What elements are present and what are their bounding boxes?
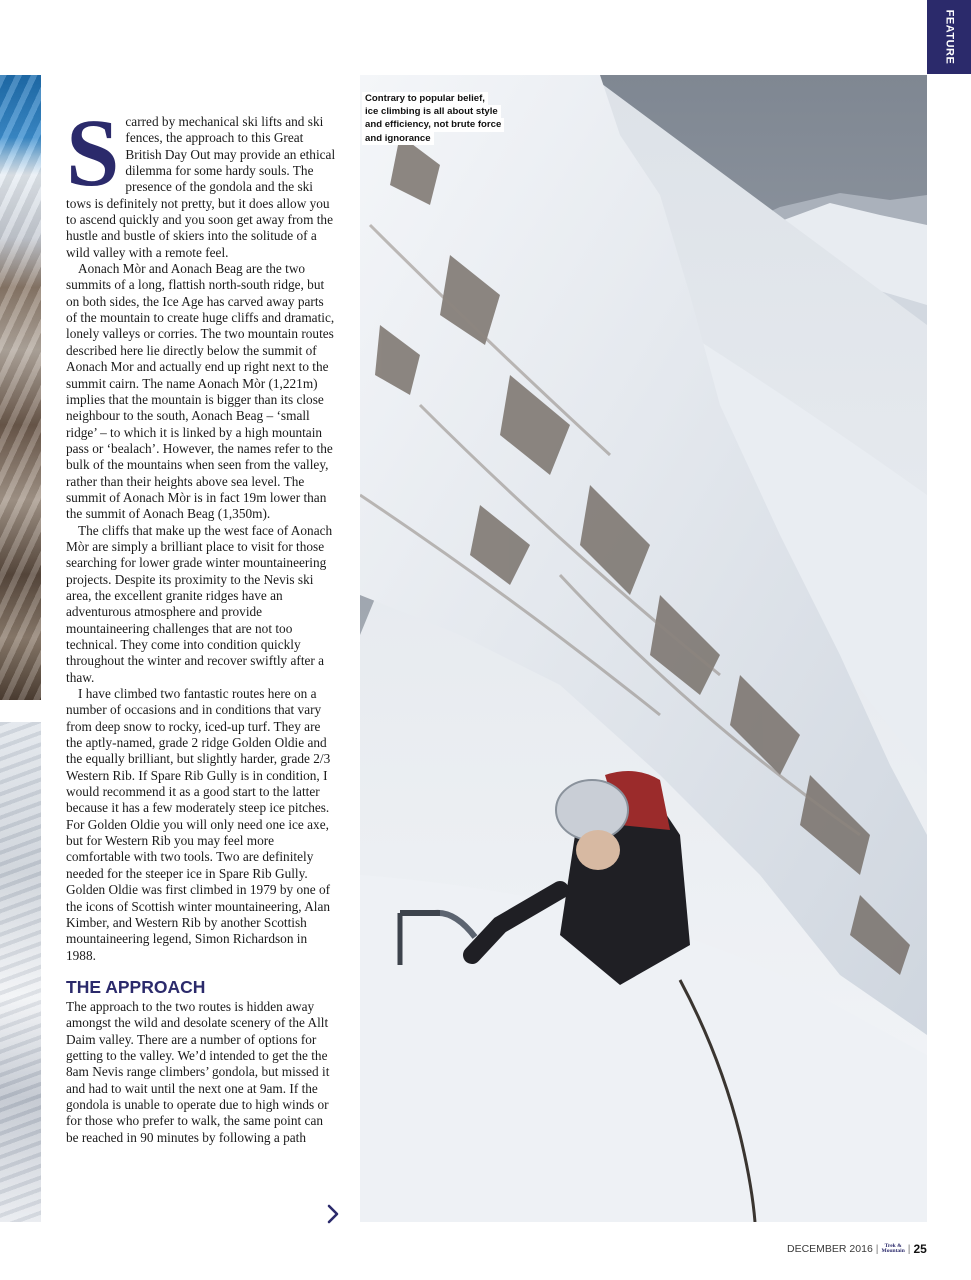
caption-line: ice climbing is all about style — [362, 105, 501, 118]
photo-illustration — [360, 75, 927, 1222]
photo-caption — [362, 92, 504, 145]
caption-line: and ignorance — [362, 132, 434, 145]
feature-tab-label: FEATURE — [943, 9, 956, 65]
magazine-logo: Trek & Mountain — [881, 1242, 905, 1254]
article-paragraph-approach: The approach to the two routes is hidden away amongst the wild and desolate scenery of the Allt Daim valley. There are a number of options for getting to the valley. We’d intended to get the the 8am Nevis range climbers’ gondola, but missed it and had to wait until the next one at 9am. If the gondola is unable to operate due to high winds or for those who prefer to walk, the same point can be reached in 90 minutes by following a path — [66, 998, 330, 1145]
continue-arrow-icon — [326, 1203, 340, 1225]
caption-line: Contrary to popular belief, — [362, 92, 488, 105]
page-footer — [787, 1242, 927, 1256]
drop-cap: S — [66, 99, 120, 206]
article-paragraph-3: The cliffs that make up the west face of Aonach Mòr are simply a brilliant place to visit for those searching for lower grade winter mountaineering projects. Despite its proximity to the Nevis ski area, the excellent granite ridges have an adventurous atmosphere and provide mountaineering challenges that are not too technical. They come into condition quickly throughout the winter and recover swiftly after a thaw. — [66, 522, 333, 685]
caption-line: and efficiency, not brute force — [362, 118, 504, 131]
article-paragraph-1: Scarred by mechanical ski lifts and ski fences, the approach to this Great British Day Out may provide an ethical dilemma for some hardy souls. The presence of the gondola and the ski tows is definitely not pretty, but it does allow you to ascend quickly and you soon get away from the hustle and bustle of skiers into the solitude of a wild valley with a remote feel. — [66, 99, 336, 260]
ice-climber-photo — [360, 75, 927, 1222]
page-number: 25 — [913, 1242, 927, 1256]
article-paragraph-4: I have climbed two fantastic routes here on a number of occasions and in conditions that vary from deep snow to rocky, iced-up turf. They are the aptly-named, grade 2 ridge Golden Oldie and the equally brilliant, but slightly harder, grade 2/3 Western Rib. If Spare Rib Gully is in condition, I would recommend it as a good start to the latter because it has a few moderately steep ice pitches. For Golden Oldie you will only need one ice axe, but for Western Rib you may feel more comfortable with two tools. Two are definitely needed for the steeper ice in Spare Rib Gully. Golden Oldie was first climbed in 1979 by one of the icons of Scottish winter mountaineering, Alan Kimber, and Western Rib by another Scottish mountaineering legend, Simon Richardson in 1988. — [66, 686, 331, 963]
left-edge-photo-bottom — [0, 722, 41, 1222]
feature-section-tab — [927, 0, 971, 74]
left-edge-photo-top — [0, 75, 41, 700]
article-body — [66, 99, 338, 1146]
issue-date: DECEMBER 2016 — [787, 1243, 873, 1255]
footer-divider: | — [907, 1243, 911, 1255]
article-paragraph-2: Aonach Mòr and Aonach Beag are the two summits of a long, flattish north-south ridge, but on both sides, the Ice Age has carved away parts of the mountain to create huge cliffs and dramatic, lonely valleys or corries. The two mountain routes described here lie directly below the summit of Aonach Mor and actually end up right next to the summit cairn. The name Aonach Mòr (1,221m) implies that the mountain is bigger than its close neighbour to the south, Aonach Beag – ‘small ridge’ – to which it is linked by a high mountain pass or ‘bealach’. However, the names refer to the bulk of the mountains when seen from the valley, rather than their heights above sea level. The summit of Aonach Mòr is in fact 19m lower than the summit of Aonach Beag (1,350m). — [66, 261, 335, 522]
footer-divider: | — [875, 1243, 879, 1255]
section-heading-approach: THE APPROACH — [66, 976, 206, 997]
